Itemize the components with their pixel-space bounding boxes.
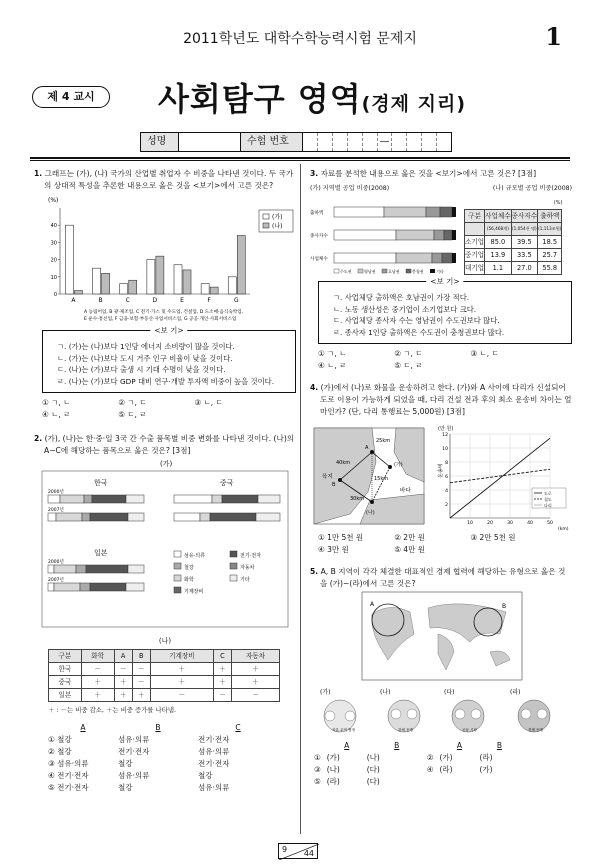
id-box bbox=[140, 132, 452, 152]
q2-country-china: 중국 bbox=[220, 479, 234, 487]
q1-xtick: C bbox=[125, 297, 130, 304]
exam-no-dash: — bbox=[378, 133, 393, 151]
q4-xunit: (km) bbox=[558, 527, 569, 532]
period-badge: 제 4 교시 bbox=[32, 86, 110, 108]
q1-bar bbox=[120, 284, 128, 294]
q2-year: 2000년 bbox=[48, 560, 64, 565]
svg-text:30km: 30km bbox=[350, 496, 365, 502]
exam-no-label: 수험 번호 bbox=[241, 133, 303, 151]
svg-text:기계장비: 기계장비 bbox=[184, 589, 204, 595]
q1-bar bbox=[93, 268, 101, 294]
q2-korea-2007 bbox=[48, 513, 144, 521]
q2-legend bbox=[174, 551, 261, 595]
q2-japan-2000 bbox=[48, 565, 144, 573]
q3-choice[interactable]: ② ㄱ, ㄷ bbox=[394, 349, 423, 358]
exam-no-field[interactable] bbox=[303, 133, 451, 151]
q4-ytick: 4 bbox=[445, 489, 448, 494]
q1-bogi-title: <보 기> bbox=[150, 325, 187, 337]
left-column bbox=[34, 168, 296, 794]
table-row: 소기업 85.0 39.5 18.5 bbox=[465, 236, 562, 249]
q4-ytick: 8 bbox=[445, 461, 448, 466]
q1-bar bbox=[201, 284, 209, 294]
q3-bar-1 bbox=[334, 207, 456, 217]
svg-text:종사자수: 종사자수 bbox=[310, 234, 328, 239]
q2-na-label: (나) bbox=[158, 637, 172, 645]
svg-text:(라): (라) bbox=[510, 689, 521, 696]
q5-choice[interactable]: ⑤ bbox=[314, 777, 321, 786]
q2-japan-2007 bbox=[48, 583, 144, 591]
q1-choice[interactable]: ④ ㄴ, ㄹ bbox=[42, 410, 71, 419]
q1-bar bbox=[129, 280, 137, 294]
q4-xtick: 40 bbox=[527, 521, 533, 526]
q1-bar bbox=[174, 265, 182, 294]
q3-choices bbox=[310, 348, 572, 372]
q1-bogi-item: ㄱ. (가)는 (나)보다 1인당 에너지 소비량이 많을 것이다. bbox=[57, 342, 235, 351]
q1-choice[interactable]: ⑤ ㄷ, ㄹ bbox=[118, 410, 147, 419]
svg-text:철도: 철도 bbox=[544, 497, 552, 502]
svg-text:자동차: 자동차 bbox=[240, 565, 255, 571]
q2-year: 2007년 bbox=[48, 578, 64, 583]
svg-text:(다): (다) bbox=[444, 689, 455, 696]
table-row: 일본 ＋ ＋ ＋ － － － bbox=[49, 689, 280, 702]
q4-xtick: 10 bbox=[467, 521, 473, 526]
q1-legend-na: (나) bbox=[272, 223, 283, 230]
svg-text:화학: 화학 bbox=[184, 577, 194, 583]
q1-bar bbox=[210, 287, 218, 294]
q3-region-bars bbox=[310, 197, 460, 277]
table-row: 중국 ＋ ＋ － ＋ ＋ ＋ bbox=[49, 676, 280, 689]
q5-type-ra bbox=[518, 700, 550, 732]
q4-ylabel: 운송비 bbox=[438, 463, 444, 478]
q1-xtick: A bbox=[71, 297, 76, 304]
q2-table: 구분 화학 A B 기계장비 C 자동차 한국 － － － ＋ ＋ ＋ 중국 ＋ ＋ － ＋ ＋ ＋ 일본 ＋ ＋ ＋ － － － bbox=[48, 649, 280, 702]
q3-bogi-item: ㄴ. 노동 생산성은 중기업이 소기업보다 크다. bbox=[333, 304, 477, 314]
q2-country-korea: 한국 bbox=[94, 479, 108, 487]
svg-text:섬유·의류: 섬유·의류 bbox=[184, 553, 205, 559]
q5-map-label-a: A bbox=[370, 601, 375, 608]
q3-choice[interactable]: ① ㄱ, ㄴ bbox=[318, 349, 347, 358]
q2-note: ＋ : －는 비중 감소, ＋는 비중 증가를 나타냄. bbox=[48, 706, 177, 714]
right-column bbox=[310, 168, 572, 788]
q1-note2: E 운수·통신업, F 금융·보험·부동산·사업서비스업, G 공공·개인·사회서비스업 bbox=[84, 317, 237, 322]
svg-text:다리: 다리 bbox=[544, 503, 552, 508]
q1-bar bbox=[74, 291, 82, 294]
q3-captions bbox=[310, 183, 572, 195]
footer-page: 9 bbox=[282, 845, 288, 854]
q1-ytick: 40 bbox=[50, 223, 57, 230]
q4-choice[interactable]: ② 2만 원 bbox=[394, 533, 425, 542]
q4-ytick: 6 bbox=[445, 475, 448, 480]
q5-choice[interactable]: ④ bbox=[426, 765, 434, 774]
table-row: 중기업 13.9 33.5 25.7 bbox=[465, 249, 562, 262]
q3-text: 3. 자료를 분석한 내용으로 옳은 것을 <보기>에서 고른 것은? [3점] bbox=[310, 169, 537, 178]
svg-text:(가): (가) bbox=[394, 462, 403, 468]
q1-ytick: 10 bbox=[50, 274, 57, 281]
q2-text: 2. (가), (나)는 한·중·일 3국 간 수출 품목별 비중 변화를 나타낸 것이다. (나)의 A~C에 해당하는 품목으로 옳은 것은? [3점] bbox=[34, 434, 295, 455]
q1-xtick: E bbox=[180, 297, 184, 304]
q4-ytick: 10 bbox=[442, 447, 448, 452]
q4-choice[interactable]: ④ 3만 원 bbox=[318, 545, 349, 554]
svg-text:자유 무역 협정: 자유 무역 협정 bbox=[332, 728, 356, 732]
svg-text:충청권: 충청권 bbox=[412, 269, 424, 274]
svg-text:A: A bbox=[365, 445, 369, 451]
name-label: 성명 bbox=[141, 133, 179, 151]
svg-text:(나): (나) bbox=[380, 689, 391, 696]
q4-chart-unit: (만 원) bbox=[438, 426, 454, 432]
q4-legend bbox=[532, 488, 566, 508]
q5-choice[interactable]: ① bbox=[314, 753, 321, 762]
q4-choice[interactable]: ③ 2만 5천 원 bbox=[470, 533, 516, 542]
svg-text:(나): (나) bbox=[366, 510, 375, 516]
svg-text:영남권: 영남권 bbox=[364, 269, 376, 274]
q4-map bbox=[310, 422, 430, 528]
q1-bar bbox=[147, 260, 155, 294]
q4-text: 4. (가)에서 (나)로 화물을 운송하려고 한다. (가)와 A 사이에 다리가 신설되어 도로 이용이 가능하게 되었을 때, 다리 건설 전과 후의 최소 운송비 차이는 얼마인가? (단, 다리 통행료는 5,000원) [3점] bbox=[310, 383, 572, 416]
q3-table: 구분 사업체수 종사자수 출하액 (56,468개) (1,054천 명) (1,113조원) 소기업 85.0 39.5 18.5 중기업 13.9 33.5 25.7 대기업 1.1 27.0 55.8 bbox=[464, 209, 562, 275]
svg-text:출하액: 출하액 bbox=[310, 211, 324, 216]
q3-bar-2 bbox=[334, 230, 456, 240]
q2-year: 2000년 bbox=[48, 490, 64, 495]
q1-ytick: 20 bbox=[50, 257, 57, 264]
q3-bogi-item: ㄹ. 종사자 1인당 출하액은 수도권이 충청권보다 많다. bbox=[333, 327, 505, 337]
q3-bar-3 bbox=[334, 253, 456, 263]
q1-bar-chart bbox=[34, 192, 296, 322]
q2-choice[interactable]: ② 철강 전기·전자 섬유·의류 bbox=[48, 747, 230, 756]
svg-text:철강: 철강 bbox=[184, 565, 194, 571]
subject-title bbox=[158, 74, 466, 120]
svg-text:기타: 기타 bbox=[240, 577, 250, 583]
name-field[interactable] bbox=[179, 133, 241, 151]
q1-bogi-item: ㄷ. (나)는 (가)보다 출생 시 기대 수명이 낮을 것이다. bbox=[57, 365, 226, 374]
svg-text:사업체수: 사업체수 bbox=[310, 257, 328, 262]
svg-text:25km: 25km bbox=[376, 438, 391, 444]
q1-choice[interactable]: ① ㄱ, ㄴ bbox=[42, 398, 71, 407]
q1-bar bbox=[102, 273, 110, 294]
table-row: 한국 － － － ＋ ＋ ＋ bbox=[49, 663, 280, 676]
q1-bogi-item: ㄹ. (나)는 (가)보다 GDP 대비 연구·개발 투자액 비중이 높을 것이다. bbox=[57, 376, 275, 386]
q1-bar bbox=[65, 225, 73, 294]
q1-choices bbox=[34, 397, 296, 421]
q5-answers: A B A B ① (가) (나) ② (가) (라) ③ (나) (다) ④ (라) (가) ⑤ (라) (다) bbox=[314, 741, 503, 786]
q2-ga-label: (가) bbox=[160, 460, 173, 468]
q3-choice[interactable]: ③ ㄴ, ㄷ bbox=[470, 349, 499, 358]
table-row: 대기업 1.1 27.0 55.8 bbox=[465, 262, 562, 275]
q1-bar bbox=[183, 270, 191, 294]
svg-text:바다: 바다 bbox=[400, 488, 411, 494]
q4-xtick: 50 bbox=[547, 521, 553, 526]
svg-text:40km: 40km bbox=[336, 460, 351, 466]
svg-text:육지: 육지 bbox=[322, 474, 333, 480]
q1-bar bbox=[228, 277, 236, 294]
q1-xtick: G bbox=[233, 297, 239, 304]
q2-choice[interactable]: ④ 전기·전자 섬유·의류 철강 bbox=[48, 771, 213, 780]
page-number: 1 bbox=[545, 22, 562, 51]
q2-china-2000 bbox=[174, 495, 280, 503]
q4-choices bbox=[310, 532, 572, 556]
q1-choice[interactable]: ② ㄱ, ㄷ bbox=[118, 398, 147, 407]
q3-caption-na: (나) 규모별 공업 비중(2008) bbox=[492, 185, 572, 192]
q3-bogi-item: ㄱ. 사업체당 출하액은 호남권이 가장 적다. bbox=[333, 293, 470, 302]
q4-choice[interactable]: ⑤ 4만 원 bbox=[394, 545, 425, 554]
svg-text:전기·전자: 전기·전자 bbox=[240, 553, 261, 559]
q1-xtick: D bbox=[152, 297, 158, 304]
q1-bar bbox=[156, 256, 164, 294]
q3-bogi bbox=[318, 277, 572, 344]
q1-bars bbox=[65, 225, 245, 294]
q1-ytick: 0 bbox=[53, 292, 57, 298]
subject-main: 사회탐구 영역 bbox=[158, 80, 362, 118]
q4-cost-chart bbox=[430, 422, 572, 532]
q1-note1: A 농림어업, B 광·제조업, C 전기·가스 및 수도업, 건설업, D 도소매·음식숙박업, bbox=[84, 310, 244, 315]
q1-legend-ga: (가) bbox=[272, 214, 283, 221]
q4-ytick: 2 bbox=[445, 503, 448, 508]
page-footer bbox=[278, 843, 318, 859]
footer-total: 44 bbox=[303, 849, 314, 858]
q5-type-ga bbox=[324, 700, 356, 732]
q3-bogi-title: <보 기> bbox=[426, 276, 463, 288]
svg-text:도로: 도로 bbox=[544, 491, 552, 496]
q3-choice[interactable]: ④ ㄴ, ㄹ bbox=[318, 361, 347, 370]
q3-choice[interactable]: ⑤ ㄷ, ㄹ bbox=[394, 361, 423, 370]
q1-chart-unit: (%) bbox=[48, 197, 59, 204]
q2-choice[interactable]: ③ 섬유·의류 철강 전기·전자 bbox=[48, 759, 230, 768]
q1-ytick: 30 bbox=[50, 240, 57, 247]
q2-year: 2007년 bbox=[48, 508, 64, 513]
q5-type-da bbox=[452, 700, 484, 732]
svg-text:수도권: 수도권 bbox=[340, 269, 352, 274]
q1-xtick: B bbox=[98, 297, 103, 304]
q5-type-diagrams bbox=[310, 686, 572, 736]
q3-table-unit: (%) bbox=[553, 200, 563, 206]
q1-choice[interactable]: ③ ㄴ, ㄷ bbox=[194, 398, 223, 407]
q4-xtick: 20 bbox=[487, 521, 493, 526]
q3-bogi-item: ㄷ. 사업체당 종사자 수는 영남권이 수도권보다 많다. bbox=[333, 316, 500, 325]
q5-text: 5. A, B 지역이 각각 체결한 대표적인 경제 협력에 해당하는 유형으로 옳은 것을 (가)~(라)에서 고른 것은? bbox=[310, 567, 566, 588]
q5-choice[interactable]: ② bbox=[426, 753, 434, 762]
q2-choice[interactable]: ⑤ 전기·전자 철강 섬유·의류 bbox=[48, 783, 230, 792]
exam-title: 2011학년도 대학수학능력시험 문제지 bbox=[183, 31, 417, 47]
q1-bar bbox=[237, 236, 245, 294]
q4-xtick: 30 bbox=[507, 521, 513, 526]
svg-text:B: B bbox=[332, 482, 336, 488]
q1-text: 1. 그래프는 (가), (나) 국가의 산업별 취업자 수 비중을 나타낸 것이다. 두 국가의 상대적 특성을 추론한 내용으로 옳은 것을 <보기>에서 고른 것은? bbox=[34, 169, 294, 190]
q3-caption-ga: (가) 지역별 공업 비중(2008) bbox=[310, 185, 390, 192]
svg-text:공동 시장: 공동 시장 bbox=[462, 728, 478, 732]
q1-xtick: F bbox=[207, 297, 211, 304]
q2-export-bars bbox=[34, 457, 296, 629]
q2-china-2007 bbox=[174, 513, 280, 521]
svg-text:(가): (가) bbox=[320, 689, 331, 696]
q4-choice[interactable]: ① 1만 5천 원 bbox=[318, 533, 364, 542]
q2-choice[interactable]: ① 철강 섬유·의류 전기·전자 bbox=[48, 735, 230, 744]
q5-type-na bbox=[388, 700, 420, 732]
q2-korea-2000 bbox=[48, 495, 144, 503]
q5-world-map bbox=[310, 590, 572, 682]
q5-map-label-b: B bbox=[502, 603, 507, 610]
q5-choice[interactable]: ③ bbox=[314, 765, 321, 774]
q2-country-japan: 일본 bbox=[94, 549, 108, 557]
subject-sub: (경제 지리) bbox=[361, 93, 467, 115]
q4-ytick: 12 bbox=[442, 433, 448, 438]
svg-text:호남권: 호남권 bbox=[388, 269, 400, 274]
svg-text:관세 동맹: 관세 동맹 bbox=[398, 728, 414, 732]
svg-text:15km: 15km bbox=[374, 476, 389, 482]
q3-figures bbox=[310, 197, 572, 277]
q1-bogi bbox=[42, 326, 296, 393]
q3-legend bbox=[334, 268, 444, 274]
q1-bogi-item: ㄴ. (가)는 (나)보다 도시 거주 인구 비율이 낮을 것이다. bbox=[57, 353, 233, 363]
svg-text:기타: 기타 bbox=[436, 269, 444, 274]
svg-text:경제 동맹: 경제 동맹 bbox=[528, 728, 544, 732]
q4-figures bbox=[310, 422, 572, 532]
q2-answers: A B C ① 철강 섬유·의류 전기·전자 ② 철강 전기·전자 섬유·의류 ③ 섬유·의류 철강 전기·전자 ④ 전기·전자 섬유·의류 철강 ⑤ 전기·전자 철강 섬유·의류 bbox=[48, 722, 278, 794]
